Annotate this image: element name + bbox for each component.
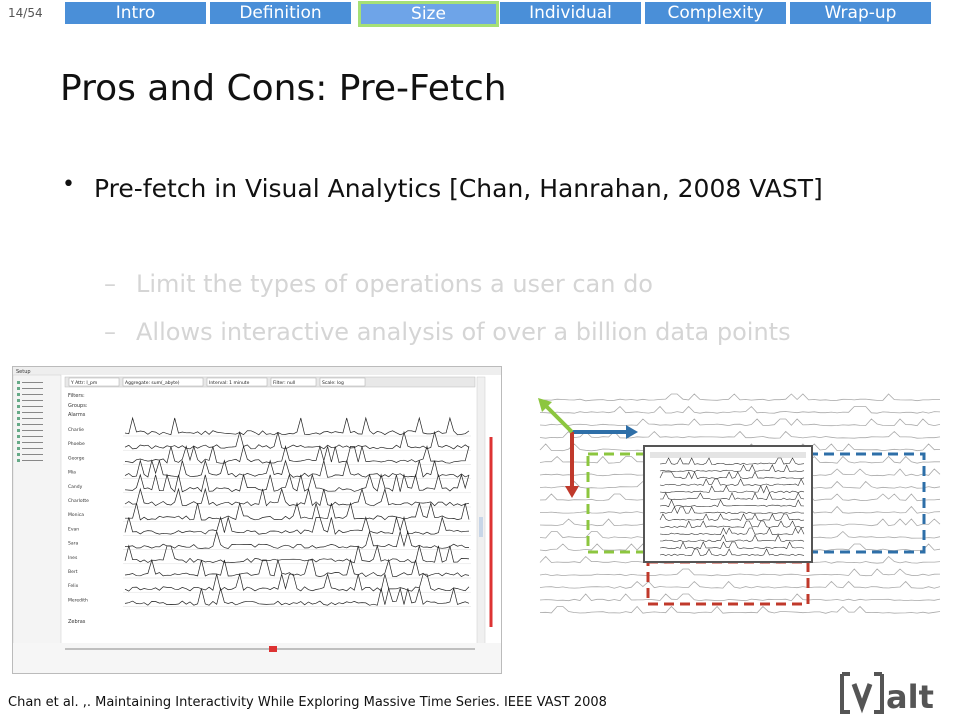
sub-bullet-2: Allows interactive analysis of over a billion data points — [136, 318, 791, 346]
row-label: Monica — [68, 513, 84, 519]
bullet-dot: • — [62, 172, 75, 197]
row-label: Candy — [68, 484, 83, 490]
tab-individual[interactable]: Individual — [500, 2, 641, 24]
time-series-rows — [68, 418, 471, 606]
app-screenshot — [12, 366, 502, 674]
toolbar-item: Interval: 1 minute — [209, 381, 250, 386]
valt-logo — [838, 668, 950, 716]
sub-bullet-1: Limit the types of operations a user can do — [136, 270, 653, 298]
citation: Chan et al. ,. Maintaining Interactivity While Exploring Massive Time Series. IEEE VAST 2008 — [8, 695, 607, 710]
tab-intro[interactable]: Intro — [65, 2, 206, 24]
app-screenshot-graphic — [13, 367, 501, 673]
toolbar-item: Filter: null — [273, 381, 296, 386]
row-label: Mia — [68, 470, 76, 476]
sub-bullet-dash: – — [104, 318, 116, 346]
row-label: Charlie — [68, 428, 84, 433]
row-label: George — [68, 456, 85, 462]
page-number: 14/54 — [8, 6, 43, 20]
prefetch-diagram — [536, 388, 946, 624]
toolbar-item: Scale: log — [322, 381, 344, 386]
row-label: Charlotte — [68, 499, 89, 504]
prefetch-diagram-graphic — [536, 388, 946, 624]
valt-logo-graphic — [838, 668, 950, 716]
toolbar-item: Y Attr: I_pm — [71, 381, 98, 386]
bullet-text: Pre-fetch in Visual Analytics [Chan, Hanrahan, 2008 VAST] — [94, 174, 823, 203]
tab-definition[interactable]: Definition — [210, 2, 351, 24]
row-label: Felix — [68, 584, 79, 590]
tab-wrap-up[interactable]: Wrap-up — [790, 2, 931, 24]
alarms-label: Alarms — [68, 412, 86, 418]
row-label: Evan — [68, 527, 80, 533]
row-label: Sara — [68, 541, 79, 547]
tab-size[interactable]: Size — [361, 4, 496, 24]
filters-label: Filters: — [68, 393, 85, 399]
below-prefetch-region — [648, 562, 808, 604]
row-label: Phoebe — [68, 442, 85, 448]
zebras-label: Zebras — [68, 619, 86, 625]
toolbar-item: Aggregate: sum(_abyte) — [125, 381, 180, 386]
svg-text:alt: alt — [886, 678, 934, 716]
sub-bullet-dash: – — [104, 270, 116, 298]
slide-title: Pros and Cons: Pre-Fetch — [60, 68, 507, 109]
tab-complexity[interactable]: Complexity — [645, 2, 786, 24]
row-label: Ines — [68, 555, 78, 561]
row-label: Meredith — [68, 598, 88, 604]
groups-label: Groups: — [68, 403, 88, 409]
app-menu: Setup — [16, 369, 31, 375]
row-label: Bert — [68, 570, 78, 575]
app-toolbar — [69, 378, 365, 386]
